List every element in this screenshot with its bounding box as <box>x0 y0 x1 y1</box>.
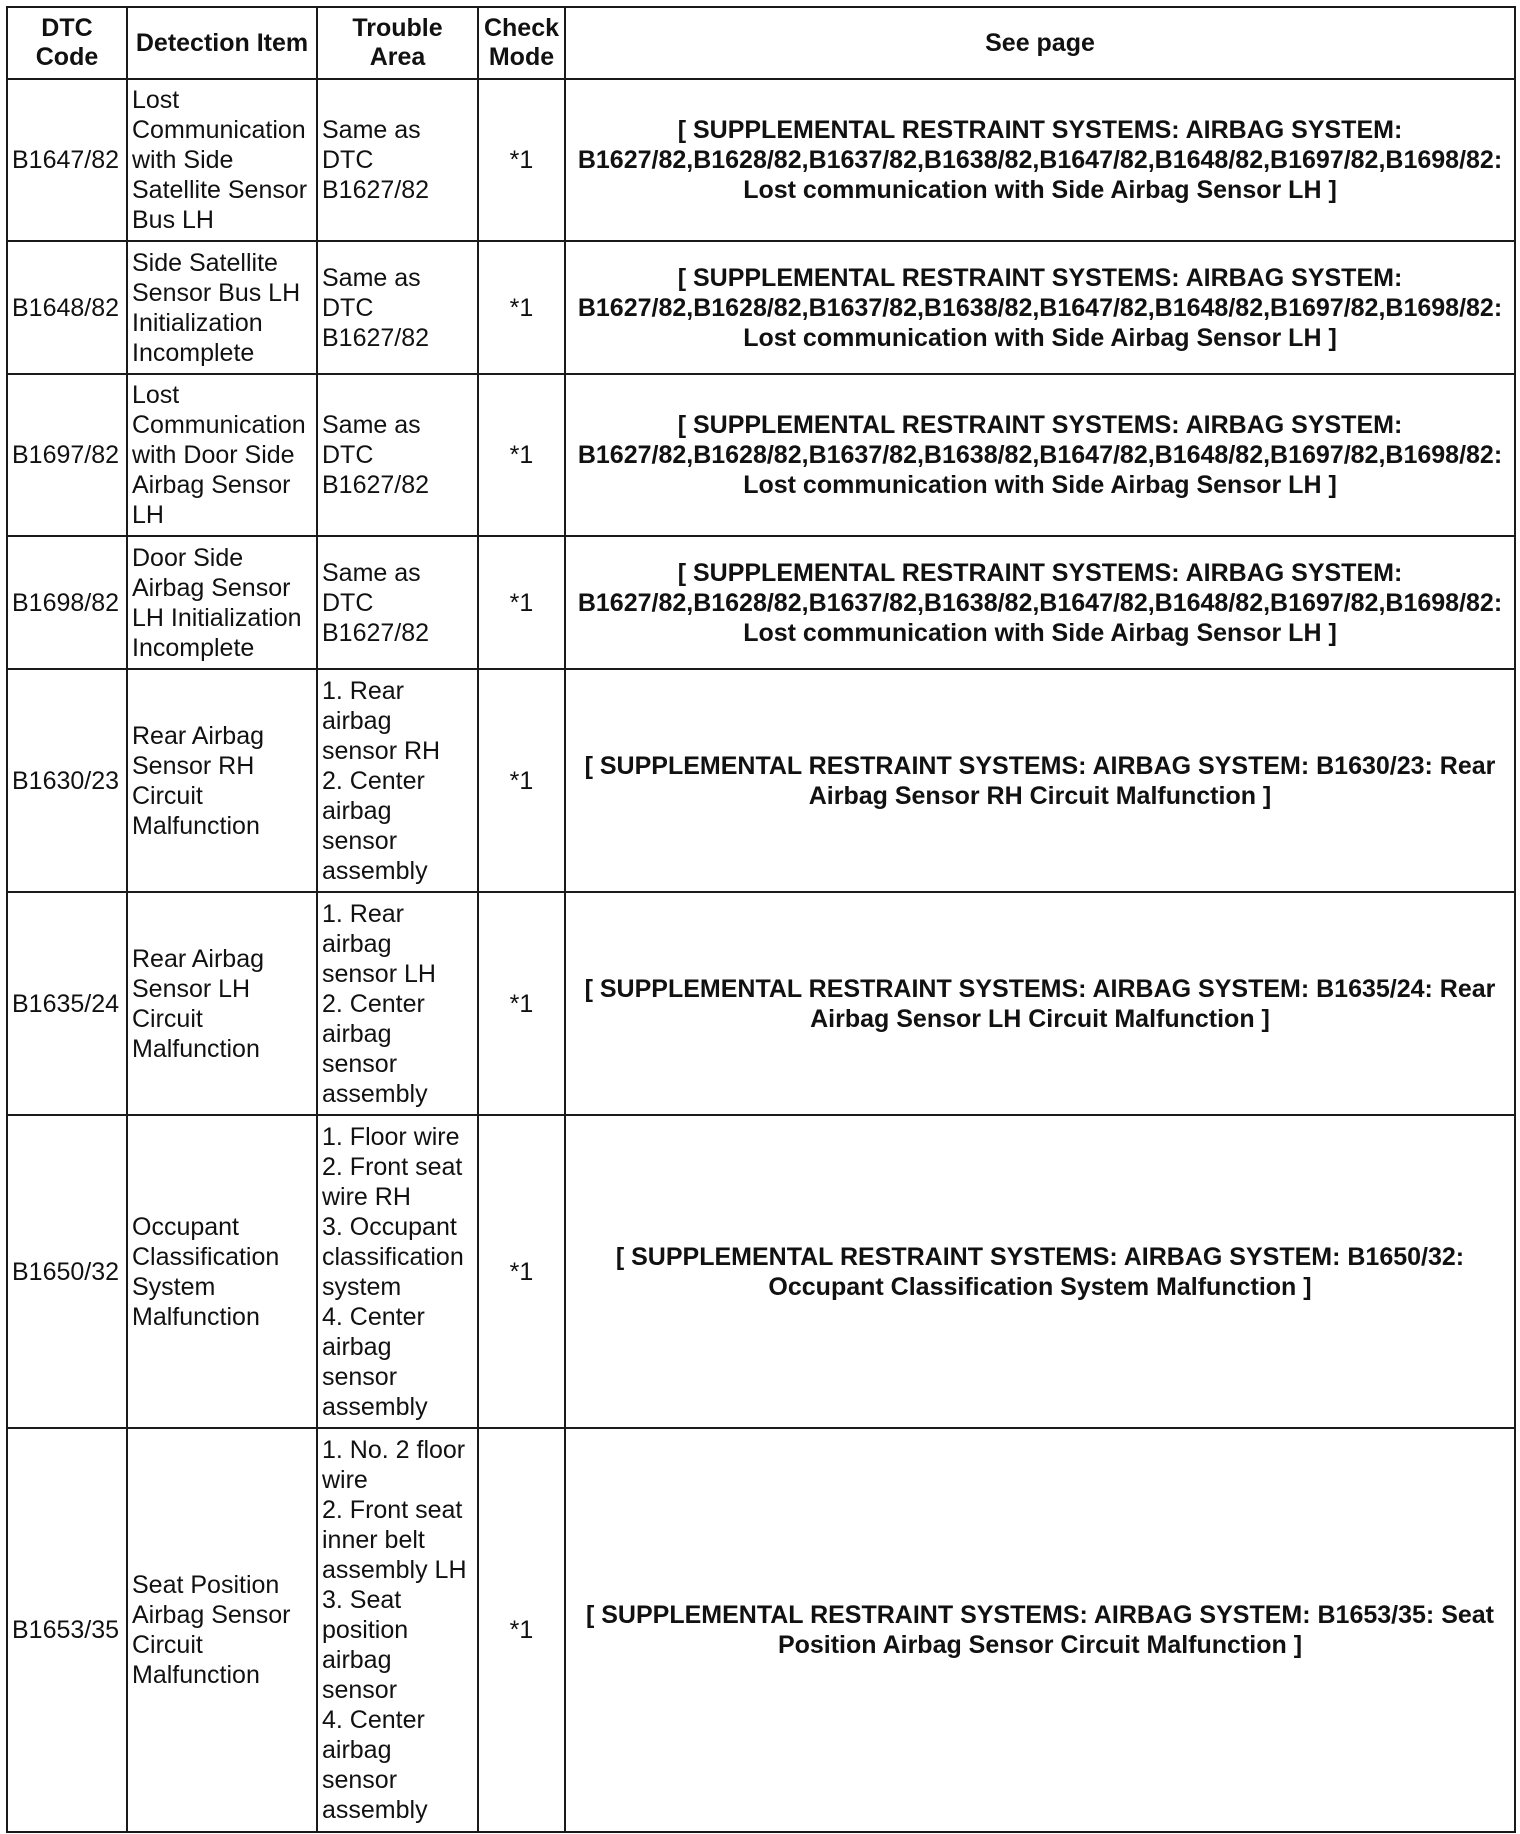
dtc-code: B1647/82 <box>7 79 127 241</box>
see-page-link[interactable]: [ SUPPLEMENTAL RESTRAINT SYSTEMS: AIRBAG SYSTEM: B1627/82,B1628/82,B1637/82,B1638/82,B1647/82,B1648/82,B1697/82,B1698/82: Lost communication with Side Airbag Sensor LH ] <box>565 374 1515 536</box>
detection-item: Occupant Classification System Malfunction <box>127 1115 317 1428</box>
table-row <box>7 536 1515 669</box>
dtc-code: B1650/32 <box>7 1115 127 1428</box>
trouble-area: Same as DTC B1627/82 <box>317 374 478 536</box>
check-mode: *1 <box>478 536 565 669</box>
see-page-link[interactable]: [ SUPPLEMENTAL RESTRAINT SYSTEMS: AIRBAG SYSTEM: B1635/24: Rear Airbag Sensor LH Circuit Malfunction ] <box>565 892 1515 1115</box>
header-row <box>7 7 1515 79</box>
see-page-link[interactable]: [ SUPPLEMENTAL RESTRAINT SYSTEMS: AIRBAG SYSTEM: B1630/23: Rear Airbag Sensor RH Circuit Malfunction ] <box>565 669 1515 892</box>
trouble-area: Same as DTC B1627/82 <box>317 241 478 374</box>
detection-item: Lost Communication with Side Satellite Sensor Bus LH <box>127 79 317 241</box>
see-page-link[interactable]: [ SUPPLEMENTAL RESTRAINT SYSTEMS: AIRBAG SYSTEM: B1627/82,B1628/82,B1637/82,B1638/82,B1647/82,B1648/82,B1697/82,B1698/82: Lost communication with Side Airbag Sensor LH ] <box>565 241 1515 374</box>
table-row <box>7 79 1515 241</box>
detection-item: Rear Airbag Sensor RH Circuit Malfunction <box>127 669 317 892</box>
table-row <box>7 892 1515 1115</box>
table-row <box>7 1428 1515 1832</box>
dtc-code: B1648/82 <box>7 241 127 374</box>
detection-item: Lost Communication with Door Side Airbag Sensor LH <box>127 374 317 536</box>
trouble-area: Same as DTC B1627/82 <box>317 79 478 241</box>
header-trouble-area: Trouble Area <box>317 7 478 79</box>
trouble-area: 1. No. 2 floor wire 2. Front seat inner belt assembly LH 3. Seat position airbag sensor 4. Center airbag sensor assembly <box>317 1428 478 1832</box>
check-mode: *1 <box>478 1115 565 1428</box>
dtc-code: B1653/35 <box>7 1428 127 1832</box>
check-mode: *1 <box>478 669 565 892</box>
check-mode: *1 <box>478 374 565 536</box>
check-mode: *1 <box>478 79 565 241</box>
table-row <box>7 669 1515 892</box>
header-detection-item: Detection Item <box>127 7 317 79</box>
dtc-code: B1697/82 <box>7 374 127 536</box>
table-row <box>7 374 1515 536</box>
dtc-code: B1698/82 <box>7 536 127 669</box>
header-see-page: See page <box>565 7 1515 79</box>
header-check-mode: Check Mode <box>478 7 565 79</box>
trouble-area: Same as DTC B1627/82 <box>317 536 478 669</box>
detection-item: Seat Position Airbag Sensor Circuit Malfunction <box>127 1428 317 1832</box>
check-mode: *1 <box>478 892 565 1115</box>
detection-item: Door Side Airbag Sensor LH Initialization Incomplete <box>127 536 317 669</box>
detection-item: Rear Airbag Sensor LH Circuit Malfunction <box>127 892 317 1115</box>
check-mode: *1 <box>478 241 565 374</box>
trouble-area: 1. Rear airbag sensor LH 2. Center airbag sensor assembly <box>317 892 478 1115</box>
see-page-link[interactable]: [ SUPPLEMENTAL RESTRAINT SYSTEMS: AIRBAG SYSTEM: B1627/82,B1628/82,B1637/82,B1638/82,B1647/82,B1648/82,B1697/82,B1698/82: Lost communication with Side Airbag Sensor LH ] <box>565 536 1515 669</box>
header-dtc-code: DTC Code <box>7 7 127 79</box>
see-page-link[interactable]: [ SUPPLEMENTAL RESTRAINT SYSTEMS: AIRBAG SYSTEM: B1627/82,B1628/82,B1637/82,B1638/82,B1647/82,B1648/82,B1697/82,B1698/82: Lost communication with Side Airbag Sensor LH ] <box>565 79 1515 241</box>
dtc-code: B1630/23 <box>7 669 127 892</box>
dtc-code: B1635/24 <box>7 892 127 1115</box>
table-row <box>7 241 1515 374</box>
see-page-link[interactable]: [ SUPPLEMENTAL RESTRAINT SYSTEMS: AIRBAG SYSTEM: B1650/32: Occupant Classification System Malfunction ] <box>565 1115 1515 1428</box>
trouble-area: 1. Floor wire 2. Front seat wire RH 3. Occupant classification system 4. Center airbag sensor assembly <box>317 1115 478 1428</box>
table-row <box>7 1115 1515 1428</box>
check-mode: *1 <box>478 1428 565 1832</box>
detection-item: Side Satellite Sensor Bus LH Initialization Incomplete <box>127 241 317 374</box>
see-page-link[interactable]: [ SUPPLEMENTAL RESTRAINT SYSTEMS: AIRBAG SYSTEM: B1653/35: Seat Position Airbag Sensor Circuit Malfunction ] <box>565 1428 1515 1832</box>
trouble-area: 1. Rear airbag sensor RH 2. Center airbag sensor assembly <box>317 669 478 892</box>
dtc-table <box>6 6 1516 1833</box>
